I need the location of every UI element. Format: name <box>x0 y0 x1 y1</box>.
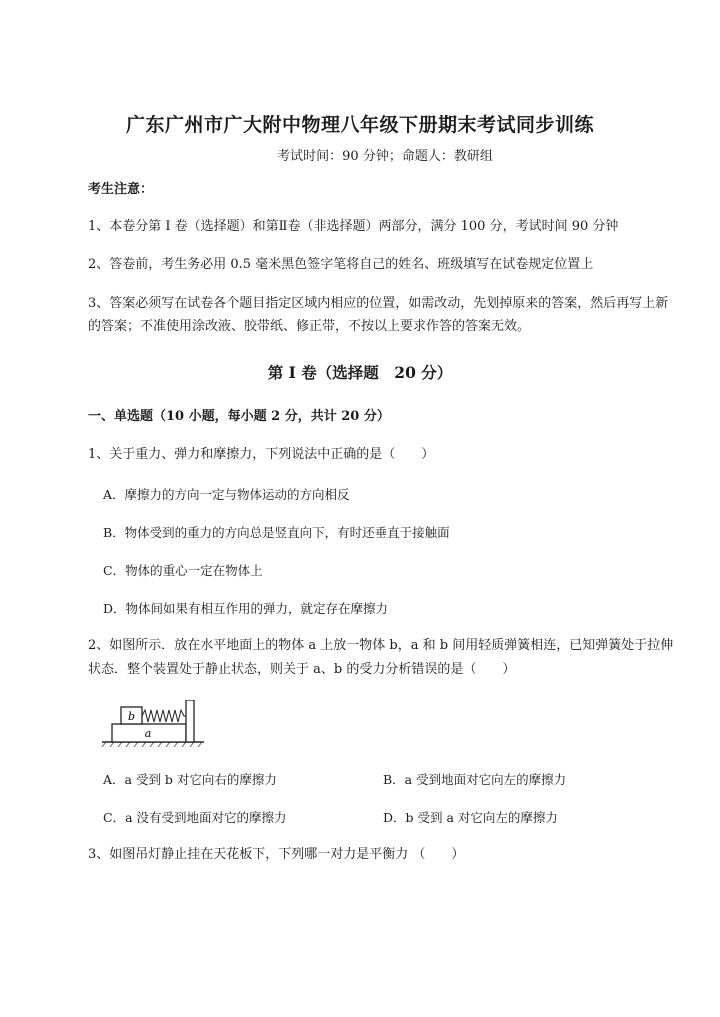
wall-post <box>186 700 194 742</box>
question-1-option-d[interactable]: D．物体间如果有相互作用的弹力，就定存在摩擦力 <box>103 601 389 616</box>
block-a-label: a <box>144 727 152 740</box>
notice-item: 2、答卷前，考生务必用 0.5 毫米黑色签字笔将自己的姓名、班级填写在试卷规定位置上 <box>88 257 594 272</box>
notice-item: 1、本卷分第 I 卷（选择题）和第Ⅱ卷（非选择题）两部分，满分 100 分，考试时间 90 分钟 <box>88 219 619 234</box>
spring <box>142 710 186 722</box>
question-2-option-b[interactable]: B．a 受到地面对它向左的摩擦力 <box>383 772 567 787</box>
block-b-label: b <box>127 710 136 723</box>
question-1-option-c[interactable]: C．物体的重心一定在物体上 <box>103 563 263 578</box>
notice-item: 3、答案必须写在试卷各个题目指定区域内相应的位置，如需改动，先划掉原来的答案，然后再写上新的答案；不准使用涂改液、胶带纸、修正带，不按以上要求作答的答案无效。 <box>88 296 669 334</box>
question-1-option-a[interactable]: A．摩擦力的方向一定与物体运动的方向相反 <box>103 487 350 502</box>
question-2-stem: 2、如图所示．放在水平地面上的物体 a 上放一物体 b，a 和 b 间用轻质弹簧相连，已知弹簧处于拉伸状态．整个装置处于静止状态，则关于 a、b 的受力分析错误的是（ ） <box>88 638 674 677</box>
notice-heading: 考生注意： <box>88 182 154 197</box>
document-subtitle: 考试时间：90 分钟；命题人：教研组 <box>277 149 493 164</box>
ground-hatch <box>102 742 202 747</box>
section-title: 第 I 卷（选择题 20 分） <box>267 363 453 382</box>
document-title: 广东广州市广大附中物理八年级下册期末考试同步训练 <box>125 114 594 136</box>
spring-blocks-figure <box>100 700 210 750</box>
part-heading: 一、单选题（10 小题，每小题 2 分，共计 20 分） <box>88 409 390 424</box>
question-3-stem: 3、如图吊灯静止挂在天花板下，下列哪一对力是平衡力 （ ） <box>88 847 465 862</box>
question-2-option-a[interactable]: A．a 受到 b 对它向右的摩擦力 <box>103 772 277 787</box>
question-2-option-c[interactable]: C．a 没有受到地面对它的摩擦力 <box>103 810 287 825</box>
question-1-option-b[interactable]: B．物体受到的重力的方向总是竖直向下，有时还垂直于接触面 <box>103 525 450 540</box>
question-2-option-d[interactable]: D．b 受到 a 对它向左的摩擦力 <box>383 810 558 825</box>
question-1-stem: 1、关于重力、弹力和摩擦力，下列说法中正确的是（ ） <box>88 447 435 462</box>
